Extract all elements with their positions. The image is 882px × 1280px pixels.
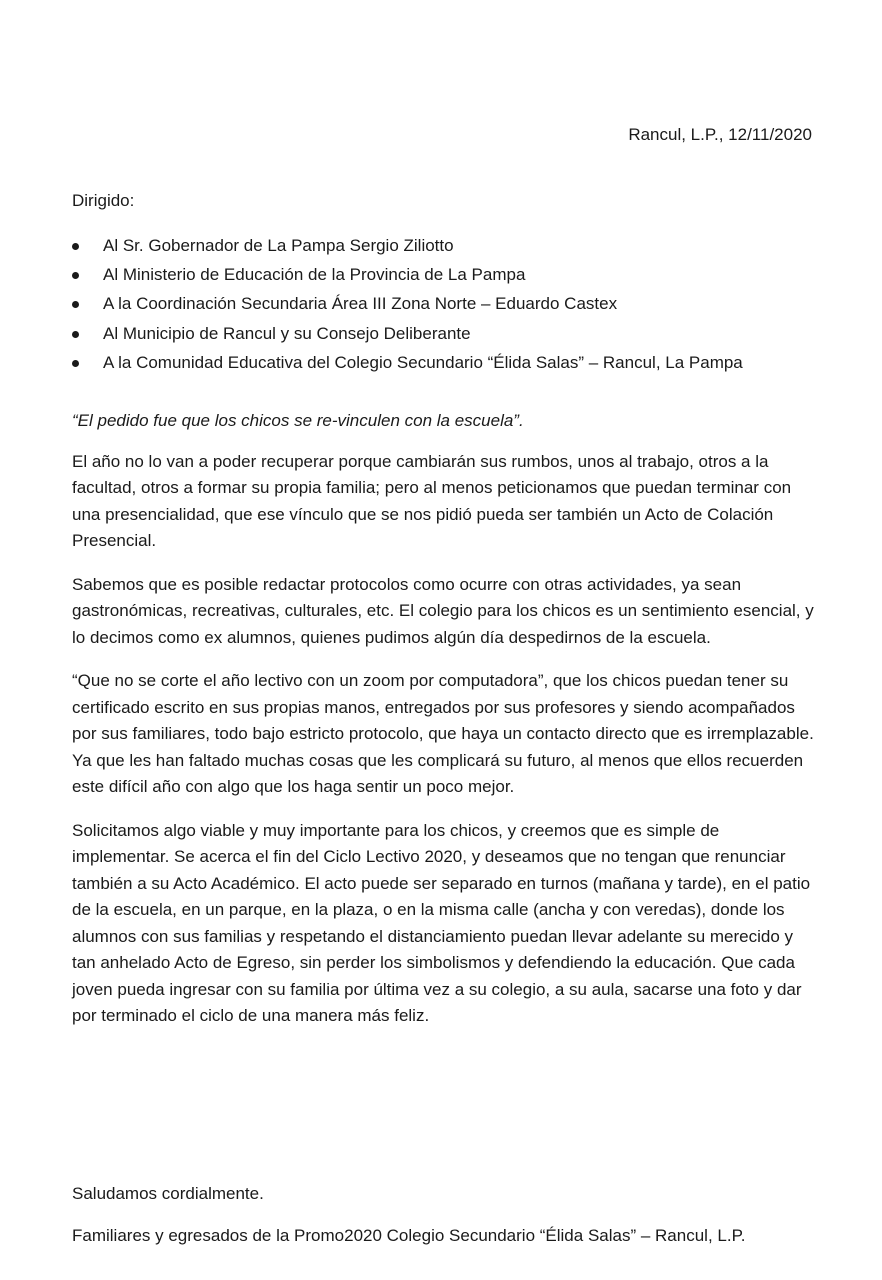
- opening-quote: “El pedido fue que los chicos se re-vinculen con la escuela”.: [72, 411, 524, 430]
- recipient-item: [72, 289, 743, 318]
- bullet-icon: [72, 272, 79, 279]
- bullet-icon: [72, 331, 79, 338]
- date-line: Rancul, L.P., 12/11/2020: [628, 125, 812, 144]
- body-paragraph: Sabemos que es posible redactar protocolos como ocurre con otras actividades, ya sean gastronómicas, recreativas, culturales, etc. El colegio para los chicos es un sentimiento esencial, y lo decimos como ex alumnos, quienes pudimos algún día despedirnos de la escuela.: [72, 574, 814, 647]
- bullet-icon: [72, 243, 79, 250]
- letter-body: [72, 408, 817, 1047]
- recipient-item: [72, 231, 743, 260]
- bullet-icon: [72, 301, 79, 308]
- body-paragraph: El año no lo van a poder recuperar porque cambiarán sus rumbos, unos al trabajo, otros a la facultad, otros a formar su propia familia; pero al menos peticionamos que puedan terminar con una presencialidad, que ese vínculo que se nos pidió pueda ser también un Acto de Colación Presencial.: [72, 451, 792, 550]
- recipient-text: Al Sr. Gobernador de La Pampa Sergio Ziliotto: [103, 236, 454, 255]
- bullet-icon: [72, 360, 79, 367]
- salutation: Dirigido:: [72, 191, 135, 210]
- closing-line: Saludamos cordialmente.: [72, 1184, 264, 1203]
- recipient-text: A la Comunidad Educativa del Colegio Secundario “Élida Salas” – Rancul, La Pampa: [103, 352, 743, 372]
- recipient-item: [72, 260, 743, 289]
- recipient-text: Al Ministerio de Educación de la Provincia de La Pampa: [103, 265, 526, 285]
- recipient-list: [72, 231, 743, 377]
- recipient-item: [72, 319, 743, 348]
- recipient-item: [72, 348, 743, 377]
- signature-line: Familiares y egresados de la Promo2020 Colegio Secundario “Élida Salas” – Rancul, L.P.: [72, 1226, 746, 1245]
- body-paragraph: “Que no se corte el año lectivo con un zoom por computadora”, que los chicos puedan tener su certificado escrito en sus propias manos, entregados por sus profesores y siendo acompañados por sus familiares, todo bajo estricto protocolo, que haya un contacto directo que es irremplazable. Ya que les han faltado muchas cosas que les complicará su futuro, al menos que ellos recuerden este difícil año con algo que los haga sentir un poco mejor.: [72, 671, 814, 796]
- body-paragraph: Solicitamos algo viable y muy importante para los chicos, y creemos que es simple de implementar. Se acerca el fin del Ciclo Lectivo 2020, y deseamos que no tengan que renunciar también a su Acto Académico. El acto puede ser separado en turnos (mañana y tarde), en el patio de la escuela, en un parque, en la plaza, o en la misma calle (ancha y con veredas), donde los alumnos con sus familias y respetando el distanciamiento puedan llevar adelante su merecido y tan anhelado Acto de Egreso, sin perder los simbolismos y defendiendo la educación. Que cada joven pueda ingresar con su familia por última vez a su colegio, a su aula, sacarse una foto y dar por terminado el ciclo de una manera más feliz.: [72, 820, 811, 1025]
- recipient-text: A la Coordinación Secundaria Área III Zona Norte – Eduardo Castex: [103, 294, 618, 314]
- recipient-text: Al Municipio de Rancul y su Consejo Deliberante: [103, 323, 471, 343]
